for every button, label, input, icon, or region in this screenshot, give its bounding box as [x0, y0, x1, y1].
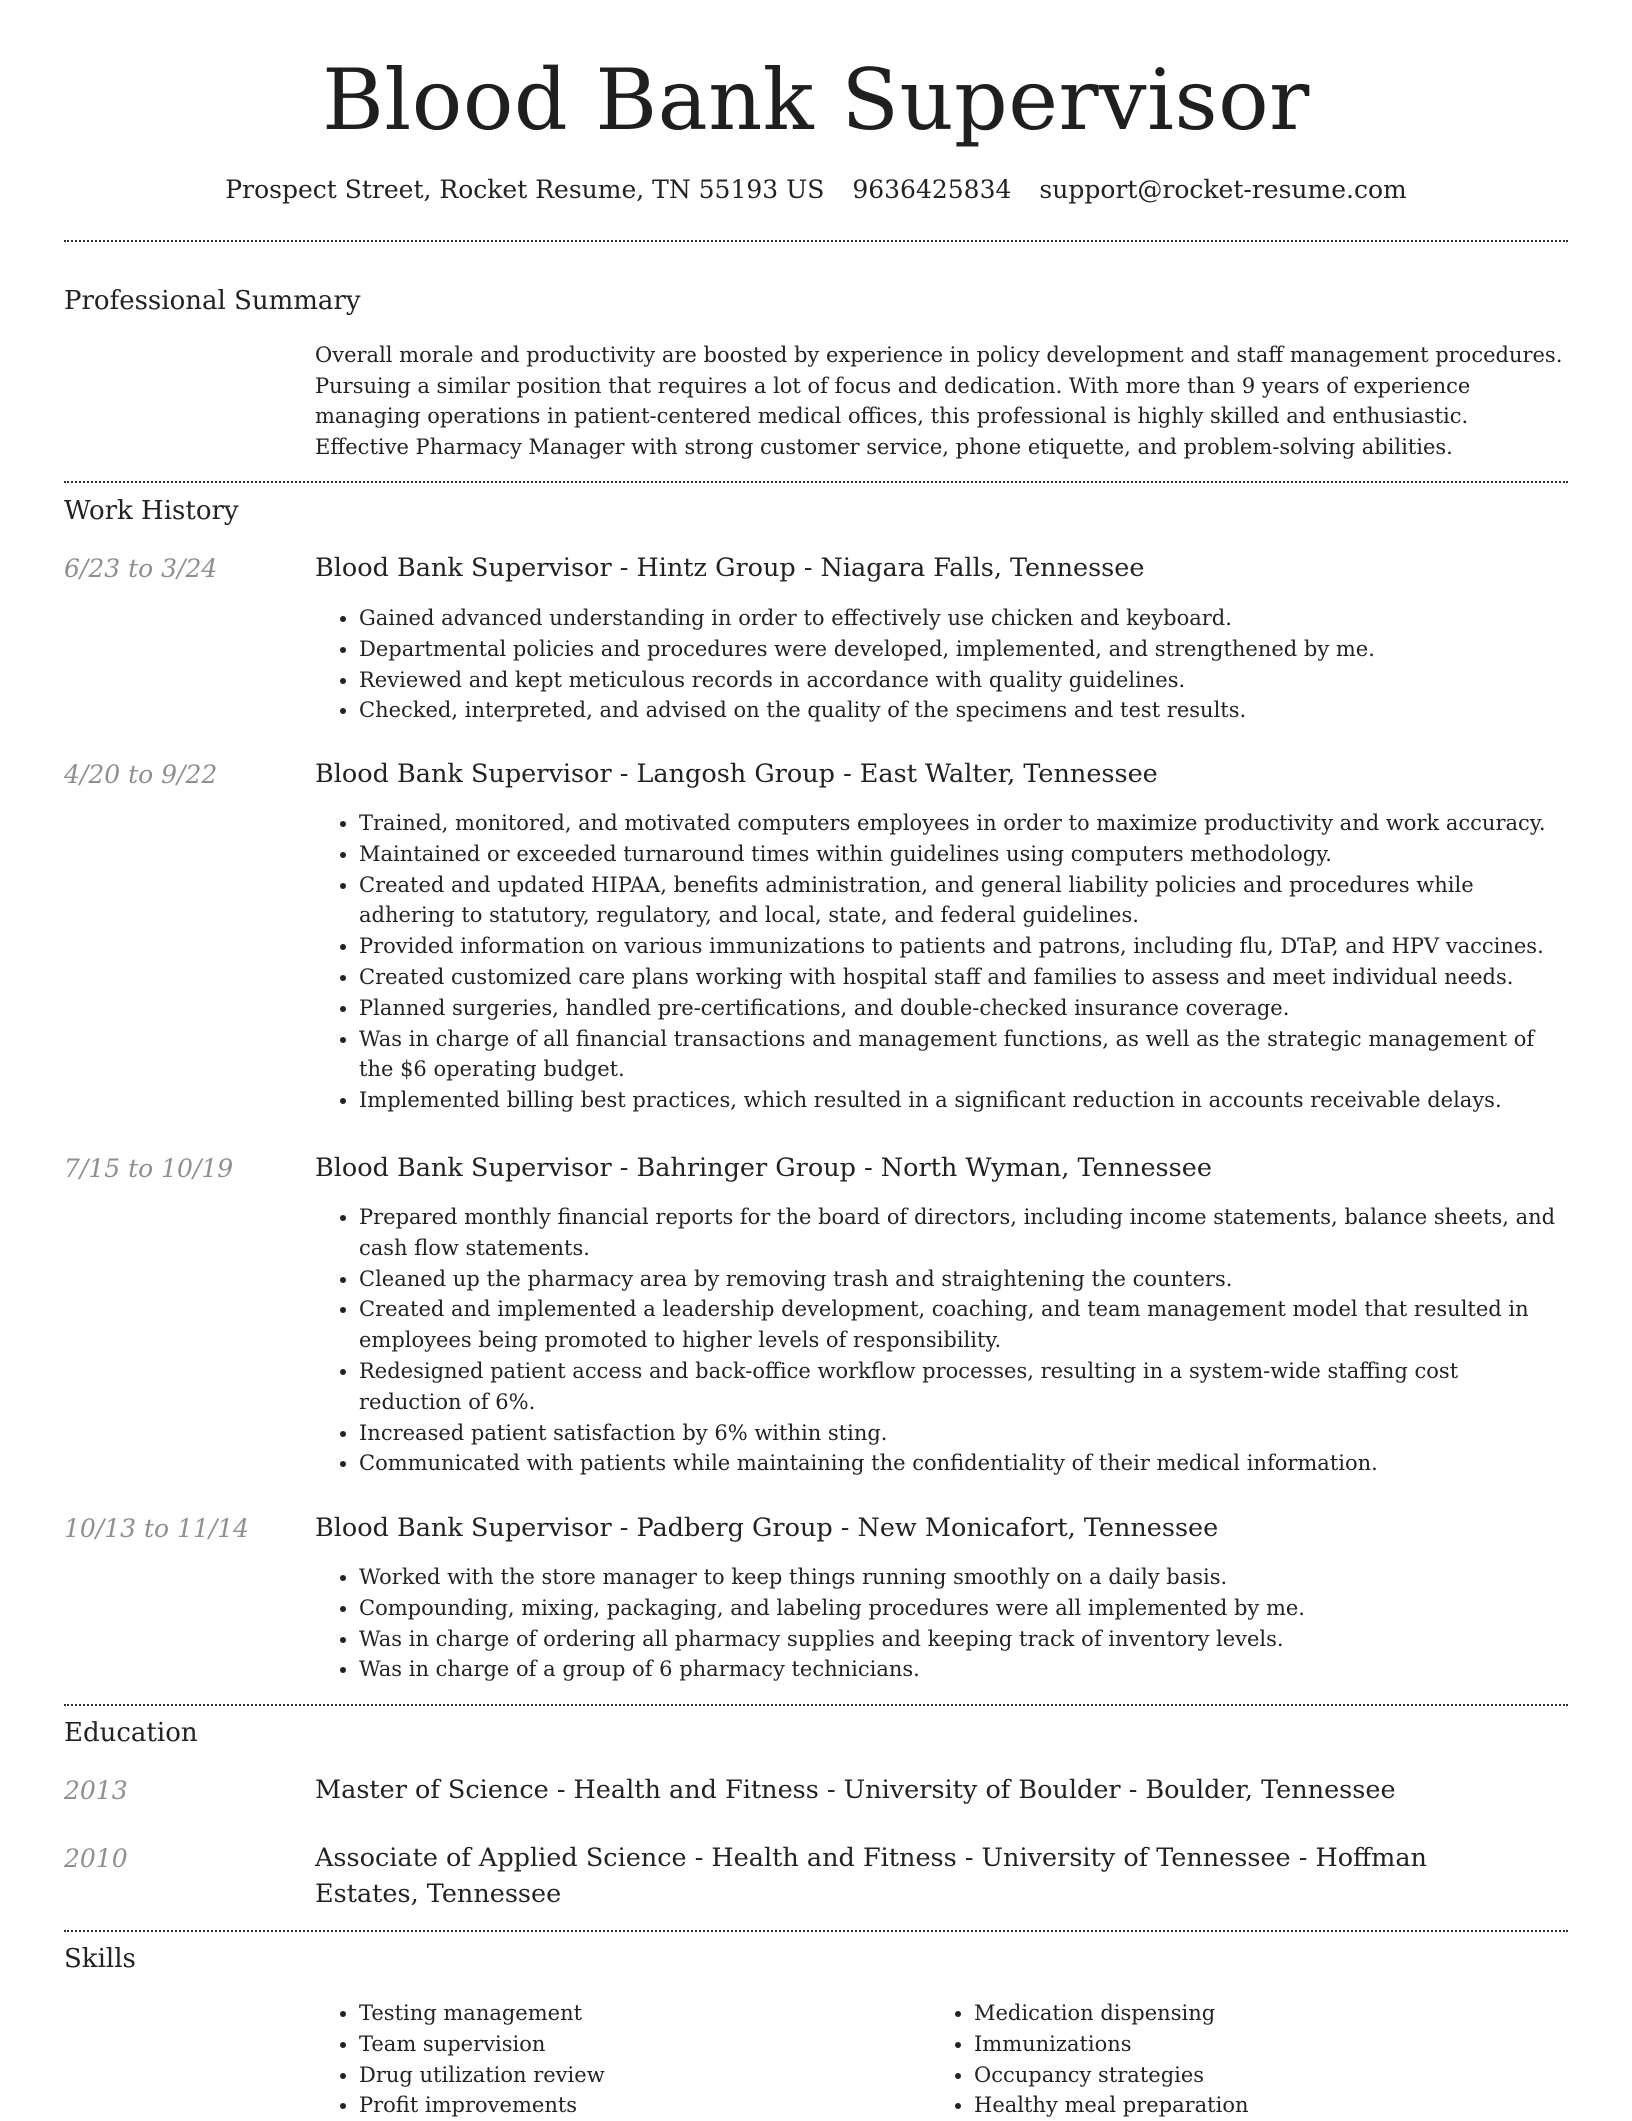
education-year: 2010: [64, 1844, 128, 1873]
job-title: Blood Bank Supervisor - Bahringer Group - North Wyman, Tennessee: [315, 1153, 1212, 1183]
list-item: • Communicated with patients while maintaining the confidentiality of their medical information.: [359, 1448, 1565, 1479]
contact-line: [0, 170, 1632, 210]
education-school: - University of Boulder - Boulder, Tennessee: [818, 1775, 1396, 1805]
contact-address: Prospect Street, Rocket Resume, TN 55193 US: [225, 175, 825, 204]
job-dates: 10/13 to 11/14: [64, 1514, 250, 1543]
skill-item: • Medication dispensing: [974, 1998, 1574, 2029]
list-item: • Checked, interpreted, and advised on the quality of the specimens and test results.: [359, 695, 1565, 726]
skills-list-right: [930, 1998, 1574, 2121]
job-title: Blood Bank Supervisor - Langosh Group - East Walter, Tennessee: [315, 759, 1158, 789]
list-item: • Prepared monthly financial reports for the board of directors, including income statements, balance sheets, and cash flow statements.: [359, 1202, 1565, 1264]
skill-item: • Profit improvements: [359, 2090, 919, 2121]
section-divider: [64, 1930, 1568, 1932]
job-title: Blood Bank Supervisor - Padberg Group - New Monicafort, Tennessee: [315, 1513, 1219, 1543]
list-item: • Gained advanced understanding in order to effectively use chicken and keyboard.: [359, 603, 1565, 634]
contact-email: support@rocket-resume.com: [1039, 175, 1407, 204]
job-dates: 4/20 to 9/22: [64, 760, 218, 789]
list-item: • Redesigned patient access and back-office workflow processes, resulting in a system-wide staffing cost reduction of 6%.: [359, 1356, 1565, 1418]
section-divider: [64, 1704, 1568, 1706]
list-item: • Cleaned up the pharmacy area by removing trash and straightening the counters.: [359, 1264, 1565, 1295]
list-item: • Worked with the store manager to keep things running smoothly on a daily basis.: [359, 1562, 1565, 1593]
summary-text: Overall morale and productivity are boosted by experience in policy development and staff management procedures. Pursuing a similar position that requires a lot of focus and dedication. With more than 9 years of experience managing operations in patient-centered medical offices, this professional is highly skilled and enthusiastic. Effective Pharmacy Manager with strong customer service, phone etiquette, and problem-solving abilities.: [315, 343, 1563, 460]
list-item: • Departmental policies and procedures were developed, implemented, and strengthened by me.: [359, 634, 1565, 665]
list-item: • Implemented billing best practices, which resulted in a significant reduction in accounts receivable delays.: [359, 1085, 1565, 1116]
skill-item: • Immunizations: [974, 2029, 1574, 2060]
education-entry: [315, 1772, 1555, 1808]
resume-name: Blood Bank Supervisor: [322, 51, 1310, 149]
list-item: • Was in charge of a group of 6 pharmacy technicians.: [359, 1654, 1565, 1685]
list-item: • Reviewed and kept meticulous records in accordance with quality guidelines.: [359, 665, 1565, 696]
education-year: 2013: [64, 1776, 128, 1805]
job-dates: 6/23 to 3/24: [64, 554, 218, 583]
job-bullets: [315, 603, 1565, 726]
section-divider: [64, 481, 1568, 483]
work-history-heading: Work History: [64, 496, 239, 526]
skill-item: • Healthy meal preparation: [974, 2090, 1574, 2121]
list-item: • Was in charge of all financial transactions and management functions, as well as the strategic management of the $6 operating budget.: [359, 1024, 1565, 1086]
list-item: • Provided information on various immunizations to patients and patrons, including flu, DTaP, and HPV vaccines.: [359, 931, 1565, 962]
list-item: • Created and implemented a leadership development, coaching, and team management model that resulted in employees being promoted to higher levels of responsibility.: [359, 1294, 1565, 1356]
education-degree: Associate of Applied Science - Health and Fitness: [315, 1843, 957, 1873]
job-bullets: [315, 1202, 1565, 1479]
skill-item: • Testing management: [359, 1998, 919, 2029]
education-school: - University of Tennessee - Hoffman Estates, Tennessee: [315, 1843, 1427, 1909]
education-heading: Education: [64, 1718, 198, 1748]
job-title: Blood Bank Supervisor - Hintz Group - Niagara Falls, Tennessee: [315, 553, 1145, 583]
job-bullets: [315, 1562, 1565, 1685]
list-item: • Created customized care plans working with hospital staff and families to assess and meet individual needs.: [359, 962, 1565, 993]
education-degree: Master of Science - Health and Fitness: [315, 1775, 819, 1805]
summary-heading: Professional Summary: [64, 286, 361, 316]
list-item: • Was in charge of ordering all pharmacy supplies and keeping track of inventory levels.: [359, 1624, 1565, 1655]
skills-list-left: [315, 1998, 919, 2121]
education-entry: [315, 1840, 1495, 1912]
job-bullets: [315, 808, 1565, 1116]
contact-phone: 9636425834: [852, 175, 1012, 204]
list-item: • Planned surgeries, handled pre-certifications, and double-checked insurance coverage.: [359, 993, 1565, 1024]
list-item: • Maintained or exceeded turnaround times within guidelines using computers methodology.: [359, 839, 1565, 870]
list-item: • Created and updated HIPAA, benefits administration, and general liability policies and procedures while adhering to statutory, regulatory, and local, state, and federal guidelines.: [359, 870, 1565, 932]
skills-heading: Skills: [64, 1944, 136, 1974]
skill-item: • Drug utilization review: [359, 2060, 919, 2091]
job-dates: 7/15 to 10/19: [64, 1154, 234, 1183]
skill-item: • Team supervision: [359, 2029, 919, 2060]
list-item: • Trained, monitored, and motivated computers employees in order to maximize productivity and work accuracy.: [359, 808, 1565, 839]
list-item: • Compounding, mixing, packaging, and labeling procedures were all implemented by me.: [359, 1593, 1565, 1624]
section-divider: [64, 240, 1568, 242]
skill-item: • Occupancy strategies: [974, 2060, 1574, 2091]
list-item: • Increased patient satisfaction by 6% within sting.: [359, 1418, 1565, 1449]
